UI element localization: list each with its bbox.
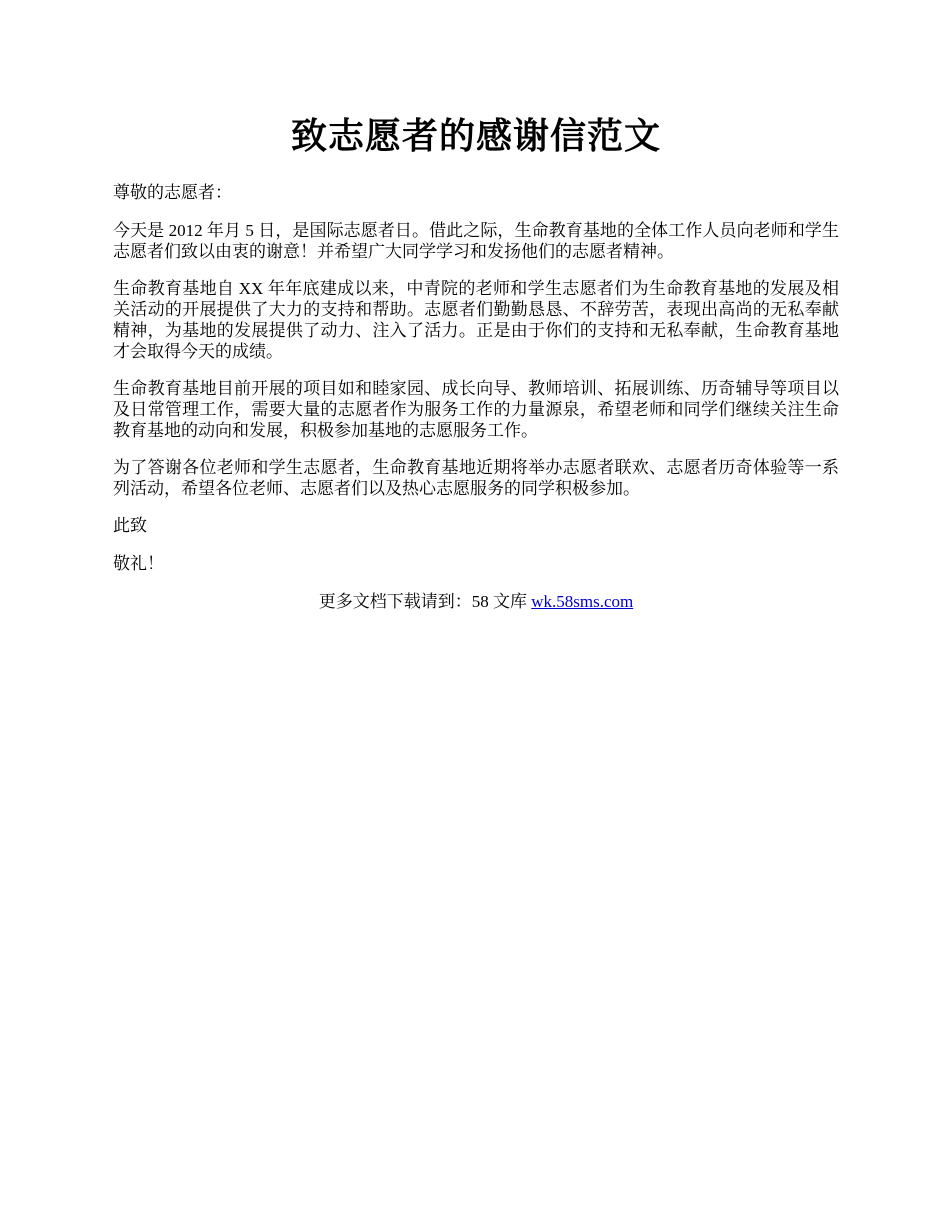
footer xyxy=(113,591,839,613)
salutation: 尊敬的志愿者： xyxy=(113,183,232,202)
paragraph-1: 今天是 2012 年月 5 日，是国际志愿者日。借此之际，生命教育基地的全体工作人员向老师和学生志愿者们致以由衷的谢意！并希望广大同学学习和发扬他们的志愿者精神。 xyxy=(113,221,839,261)
footer-text: 更多文档下载请到：58 文库 xyxy=(318,592,532,611)
closing-line-1: 此致 xyxy=(113,516,147,535)
document-title: 致志愿者的感谢信范文 xyxy=(290,116,661,156)
closing-line-2: 敬礼！ xyxy=(113,554,164,573)
footer-link[interactable]: wk.58sms.com xyxy=(531,592,634,611)
paragraph-2: 生命教育基地自 XX 年年底建成以来，中青院的老师和学生志愿者们为生命教育基地的发展及相关活动的开展提供了大力的支持和帮助。志愿者们勤勤恳恳、不辞劳苦，表现出高尚的无私奉献精神，为基地的发展提供了动力、注入了活力。正是由于你们的支持和无私奉献，生命教育基地才会取得今天的成绩。 xyxy=(113,279,839,361)
paragraph-4: 为了答谢各位老师和学生志愿者，生命教育基地近期将举办志愿者联欢、志愿者历奇体验等一系列活动，希望各位老师、志愿者们以及热心志愿服务的同学积极参加。 xyxy=(113,458,839,498)
document-page xyxy=(113,110,839,613)
paragraph-3: 生命教育基地目前开展的项目如和睦家园、成长向导、教师培训、拓展训练、历奇辅导等项目以及日常管理工作，需要大量的志愿者作为服务工作的力量源泉，希望老师和同学们继续关注生命教育基地的动向和发展，积极参加基地的志愿服务工作。 xyxy=(113,379,839,440)
